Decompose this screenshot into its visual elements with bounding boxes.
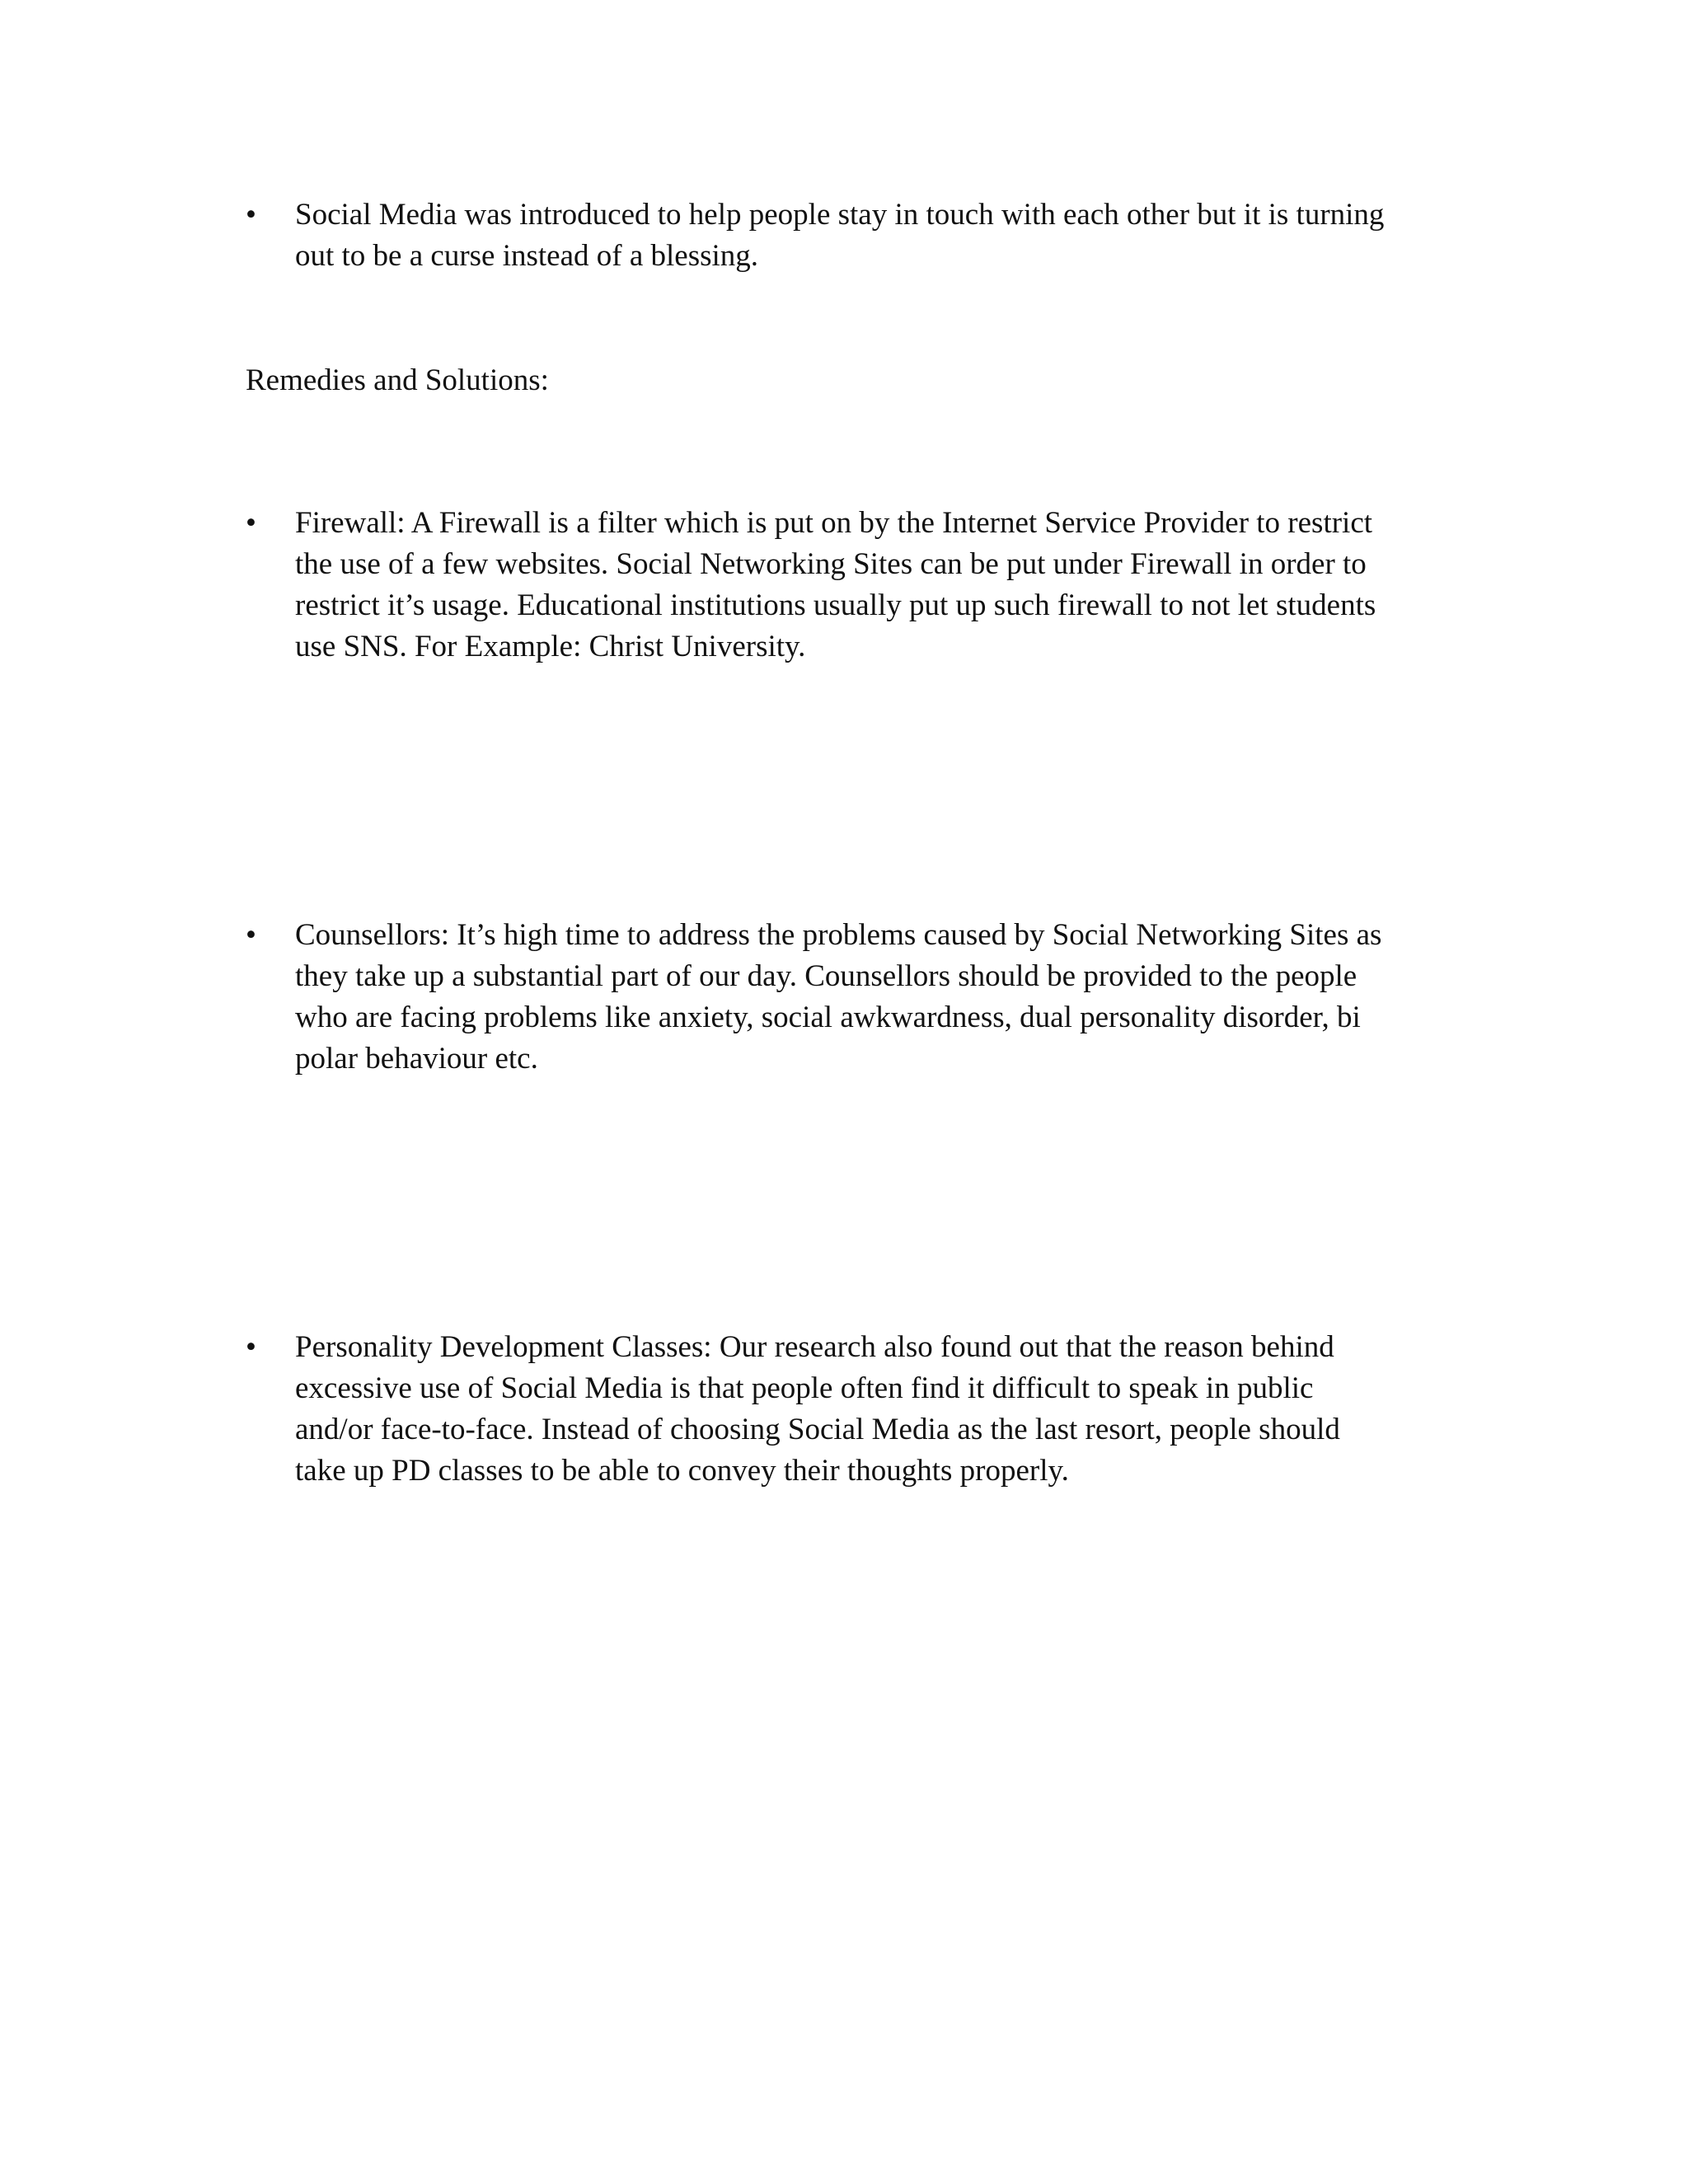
text-line: they take up a substantial part of our day. Counsellors should be provided to the people [295, 959, 1357, 993]
text-line: Personality Development Classes: Our research also found out that the reason behind [295, 1330, 1334, 1364]
text-line: who are facing problems like anxiety, social awkwardness, dual personality disorder, bi [295, 1001, 1361, 1034]
text-line: polar behaviour etc. [295, 1042, 538, 1076]
text-line: out to be a curse instead of a blessing. [295, 239, 759, 273]
remedy-personality-development-item [246, 1327, 1515, 1492]
remedy-firewall-item [246, 503, 1515, 668]
bullet-icon: • [246, 198, 256, 232]
text-line: Social Media was introduced to help people stay in touch with each other but it is turning [295, 198, 1385, 232]
text-line: use SNS. For Example: Christ University. [295, 630, 806, 663]
bullet-icon: • [246, 1330, 256, 1364]
text-line: Counsellors: It’s high time to address the problems caused by Social Networking Sites as [295, 918, 1382, 952]
text-line: restrict it’s usage. Educational institutions usually put up such firewall to not let students [295, 588, 1376, 622]
bullet-icon: • [246, 506, 256, 540]
intro-bullet-item [246, 194, 1515, 277]
text-line: the use of a few websites. Social Networking Sites can be put under Firewall in order to [295, 547, 1367, 581]
text-line: take up PD classes to be able to convey their thoughts properly. [295, 1454, 1069, 1488]
remedy-counsellors-item [246, 915, 1515, 1080]
text-line: and/or face-to-face. Instead of choosing Social Media as the last resort, people should [295, 1413, 1340, 1446]
text-line: Firewall: A Firewall is a filter which is put on by the Internet Service Provider to restrict [295, 506, 1373, 540]
text-line: excessive use of Social Media is that people often find it difficult to speak in public [295, 1371, 1314, 1405]
section-heading: Remedies and Solutions: [246, 363, 549, 397]
bullet-icon: • [246, 918, 256, 952]
